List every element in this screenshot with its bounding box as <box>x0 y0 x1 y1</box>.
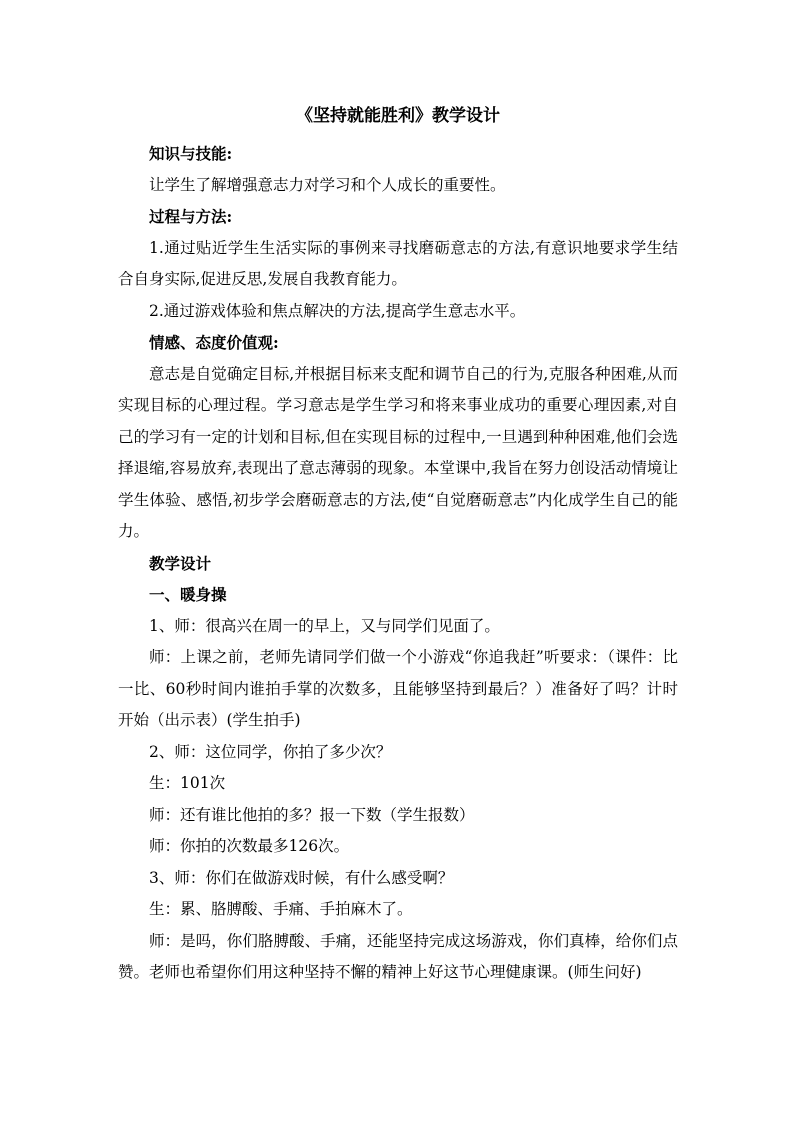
paragraph: 意志是自觉确定目标,并根据目标来支配和调节自己的行为,克服各种困难,从而实现目标的心理过程。学习意志是学生学习和将来事业成功的重要心理因素,对自己的学习有一定的计划和目标,但在实现目标的过程中,一旦遇到种种困难,他们会选择退缩,容易放弃,表现出了意志薄弱的现象。本堂课中,我旨在努力创设活动情境让学生体验、感悟,初步学会磨砺意志的方法,使“自觉磨砺意志”内化成学生自己的能力。 <box>118 364 678 540</box>
paragraph: 生：累、胳膊酸、手痛、手拍麻木了。 <box>149 900 413 918</box>
document-title: 《坚持就能胜利》教学设计 <box>296 106 500 126</box>
section-heading-emotion: 情感、态度价值观: <box>149 333 279 352</box>
paragraph: 生：101次 <box>149 774 226 792</box>
paragraph: 2、师：这位同学，你拍了多少次？ <box>149 742 392 761</box>
paragraph: 师：上课之前，老师先请同学们做一个小游戏“你追我赶”听要求：（课件：比一比、60秒时间内谁拍手掌的次数多，且能够坚持到最后？）准备好了吗？计时开始（出示表）(学生拍手) <box>118 648 678 729</box>
paragraph: 师：是吗，你们胳膊酸、手痛，还能坚持完成这场游戏，你们真棒，给你们点赞。老师也希望你们用这种坚持不懈的精神上好这节心理健康课。(师生问好) <box>118 931 678 981</box>
document-page <box>118 100 678 989</box>
section-heading-warmup: 一、暖身操 <box>149 585 227 604</box>
section-heading-knowledge: 知识与技能: <box>149 144 233 163</box>
paragraph: 师：你拍的次数最多126次。 <box>149 837 350 855</box>
paragraph: 师：还有谁比他拍的多？报一下数（学生报数） <box>149 805 475 824</box>
section-heading-process: 过程与方法: <box>149 207 233 226</box>
paragraph: 让学生了解增强意志力对学习和个人成长的重要性。 <box>149 175 506 194</box>
paragraph: 1、师：很高兴在周一的早上，又与同学们见面了。 <box>149 616 500 635</box>
paragraph: 3、师：你们在做游戏时候，有什么感受啊？ <box>149 868 454 887</box>
section-heading-teaching-design: 教学设计 <box>149 553 212 573</box>
paragraph: 1.通过贴近学生生活实际的事例来寻找磨砺意志的方法,有意识地要求学生结合自身实际,促进反思,发展自我教育能力。 <box>118 238 678 288</box>
paragraph: 2.通过游戏体验和焦点解决的方法,提高学生意志水平。 <box>149 301 526 320</box>
